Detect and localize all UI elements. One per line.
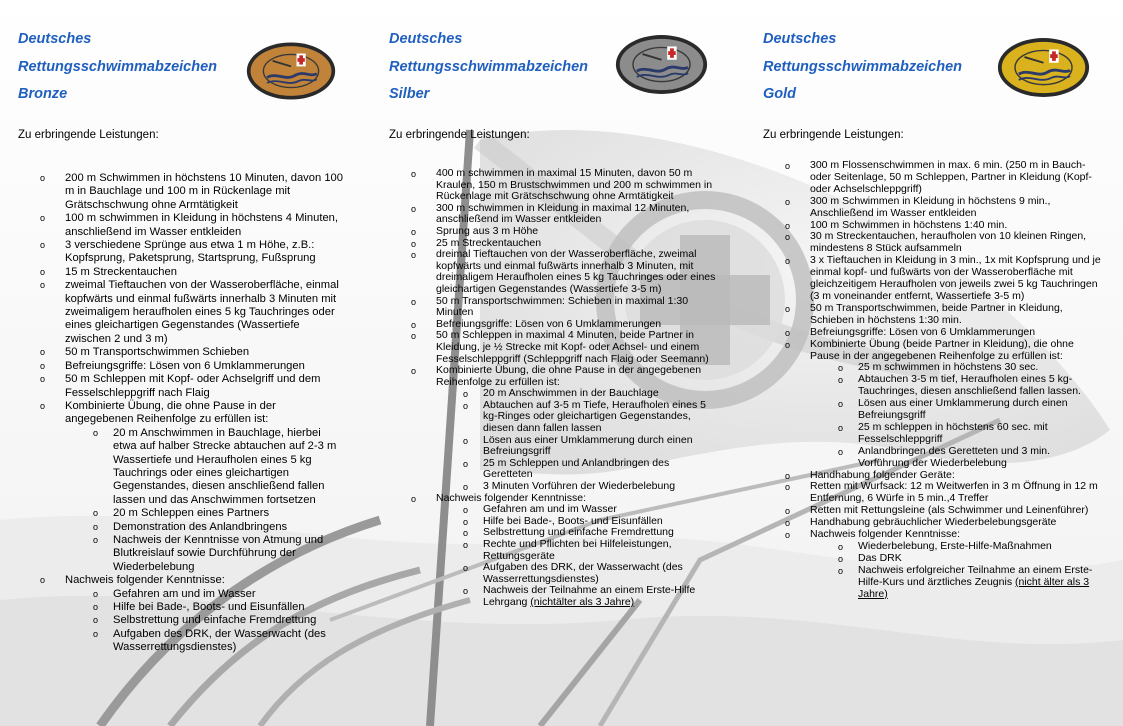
bullet-icon: o [93,521,99,532]
list-item [763,160,1102,196]
bullet-icon: o [463,389,469,400]
sub-list-item-text: 20 m Anschwimmen in der Bauchlage [483,387,659,400]
title-line-1: Deutsches [18,31,92,47]
list-item [18,373,347,400]
sub-list-item-text: Abtauchen auf 3-5 m Tiefe, Heraufholen eines 5 kg-Ringes oder gleichartigen Gegenstandes, diesen dann fallen lassen [483,398,706,435]
bullet-icon: o [40,266,46,277]
bullet-icon: o [838,446,844,457]
underlined-note: (nichtälter als 3 Jahre) [530,595,635,608]
list-item-text: Sprung aus 3 m Höhe [436,224,539,237]
list-item [389,168,721,203]
bullet-icon: o [463,586,469,597]
bullet-icon: o [411,226,417,237]
bullet-icon: o [838,422,844,433]
bullet-icon: o [785,339,791,350]
bullet-icon: o [463,516,469,527]
bullet-icon: o [463,435,469,446]
sub-list-item-text: Demonstration des Anlandbringens [113,520,288,533]
sub-list-item [436,539,721,562]
list-item-text: 50 m Transportschwimmen: Schieben in maximal 1:30 Minuten [436,294,689,319]
sub-list-item-text: Gefahren am und im Wasser [483,503,617,516]
bullet-icon: o [785,220,791,231]
bullet-icon: o [411,203,417,214]
sub-list-item-text: Lösen aus einer Umklammerung durch einen Befreiungsgriff [483,433,693,458]
sub-list [810,541,1102,601]
list-item-text: Retten mit Wurfsack: 12 m Weitwerfen in 3 m Öffnung in 12 m Entfernung, 6 Würfe in 5 min.,4 Treffer [810,480,1098,505]
bullet-icon: o [838,375,844,386]
sub-list [436,388,721,492]
bullet-icon: o [463,563,469,574]
bullet-icon: o [93,628,99,639]
list-item-text: 50 m Transportschwimmen Schieben [65,346,250,359]
sub-list-item-text: Wiederbelebung, Erste-Hilfe-Maßnahmen [858,540,1052,552]
intro-text: Zu erbringende Leistungen: [389,129,530,141]
column-title [763,26,962,109]
list-item-text: Kombinierte Übung (beide Partner in Kleidung), die ohne Pause in der angegebenen Reihenfolge zu erfüllen ist: [810,337,1074,362]
sub-list-item-text: 25 m schwimmen in höchstens 30 sec. [858,361,1039,374]
sub-list-item-text: 20 m Schleppen eines Partners [113,507,270,520]
list-item [763,231,1102,255]
list-item-text: 300 m Schwimmen in Kleidung in höchstens 9 min., Anschließend im Wasser entkleiden [810,194,1051,219]
bullet-icon: o [785,482,791,493]
bullet-icon: o [785,470,791,481]
list-item-text: Handhabung gebräuchlicher Wiederbelebungsgeräte [810,516,1057,529]
bullet-icon: o [93,588,99,599]
bullet-icon: o [93,508,99,519]
list-item-text: Handhabung folgender Geräte: [810,468,955,481]
bullet-icon: o [785,530,791,541]
list-item-text: 200 m Schwimmen in höchstens 10 Minuten, davon 100 m in Bauchlage und 100 m in Rückenlage mit Grätschschwung ohne Armtätigkeit [65,172,343,211]
list-item-text: Nachweis folgender Kenntnisse: [810,528,961,541]
bullet-icon: o [463,400,469,411]
emblem-icon [996,35,1091,100]
sub-list [810,362,1102,469]
sub-list-item [810,374,1102,398]
sub-list-item [65,521,347,534]
list-item-text: 15 m Streckentauchen [65,265,177,278]
bullet-icon: o [785,303,791,314]
bullet-icon: o [785,518,791,529]
bullet-icon: o [785,256,791,267]
bullet-icon: o [411,296,417,307]
intro-text: Zu erbringende Leistungen: [18,129,159,141]
sub-list-item-text: Gefahren am und im Wasser [113,587,256,600]
sub-list-item [810,541,1102,553]
bullet-icon: o [838,363,844,374]
list-item-text: Befreiungsgriffe: Lösen von 6 Umklammerungen [436,317,662,330]
list-item-text: 100 m Schwimmen in höchstens 1:40 min. [810,218,1008,231]
wasserwacht-badge-icon [614,33,709,96]
sub-list-item-text: Nachweis der Kenntnisse von Atmung und Blutkreislauf sowie Durchführung der Wiederbelebung [113,533,324,573]
sub-list-item [436,435,721,458]
bullet-icon: o [785,506,791,517]
list-item [763,481,1102,505]
list-item-text: 50 m Schleppen in maximal 4 Minuten, beide Partner in Kleidung, je ½ Strecke mit Kopf- oder Achsel- und einem Fesselschleppgriff (Schleppgriff nach Flaig oder Seemann) [436,329,709,365]
emblem-icon [614,33,709,96]
list-item-text: 3 verschiedene Sprünge aus etwa 1 m Höhe, z.B.: Kopfsprung, Paketsprung, Startsprung, Fußsprung [65,239,316,265]
sub-list-item-text: 20 m Anschwimmen in Bauchlage, hierbei etwa auf halber Strecke abtauchen auf 2-3 m Wassertiefe und Heraufholen eines 5 kg Tauchrings oder eines gleichartigen Gegenstandes, diesen anschließend fallen lassen und das Anschwimmen fortsetzen [113,426,337,506]
list-item-text: Retten mit Rettungsleine (als Schwimmer und Leinenführer) [810,504,1089,517]
sub-list-item-text: 25 m schleppen in höchstens 60 sec. mit Fesselschleppgriff [858,420,1048,445]
sub-list-item [65,427,347,507]
list-item-text: Nachweis folgender Kenntnisse: [65,574,225,587]
list-item [389,203,721,226]
bullet-icon: o [838,553,844,564]
underlined-note: (nicht älter als 3 Jahre) [858,575,1090,600]
sub-list-item [810,565,1102,601]
list-item-text: 300 m Flossenschwimmen in max. 6 min. (250 m in Bauch- oder Seitenlage, 50 m Schleppen, Partner in Kleidung (Kopf- oder Achselschleppgriff) [810,159,1092,195]
emblem-icon [245,40,337,102]
bullet-icon: o [93,602,99,612]
sub-list-item [65,507,347,520]
wasserwacht-badge-icon [996,35,1091,100]
requirements-list [18,172,347,655]
bullet-icon: o [411,331,417,342]
sub-list-item [436,562,721,585]
sub-list-item [65,614,347,627]
list-item-text: dreimal Tieftauchen von der Wasseroberfläche, zweimal kopfwärts und einmal fußwärts innerhalb 3 Minuten, mit dreimaligem Heraufholen eines 5 kg Tauchringes oder eines gleichartigen Gegenstandes (Wassertiefe 3-5 m) [436,248,716,295]
bullet-icon: o [785,161,791,171]
list-item-text: 25 m Streckentauchen [436,236,542,249]
bullet-icon: o [785,196,791,207]
title-line-1: Deutsches [389,31,463,47]
bullet-icon: o [838,565,844,576]
requirements-list [389,168,721,609]
sub-list-item-text: 3 Minuten Vorführen der Wiederbelebung [483,480,676,493]
list-item [18,266,347,279]
sub-list-item [810,422,1102,446]
sub-list-item-text: Das DRK [858,551,902,564]
list-item-text: Nachweis folgender Kenntnisse: [436,491,587,504]
sub-list-item-text: Hilfe bei Bade-, Boots- und Eisunfällen [113,601,305,613]
bullet-icon: o [40,575,46,586]
title-line-2: Rettungsschwimmabzeichen [763,58,963,75]
sub-list-item-text: Rechte und Pflichten bei Hilfeleistungen, Rettungsgeräte [483,538,672,562]
title-line-3: Bronze [18,86,68,102]
bullet-icon: o [40,280,46,291]
bullet-icon: o [463,458,469,469]
sub-list-item [810,398,1102,422]
title-line-3: Silber [389,86,430,102]
list-item [18,172,347,212]
sub-list-item-text: Anlandbringen des Geretteten und 3 min. Vorführung der Wiederbelebung [858,444,1051,469]
bullet-icon: o [411,319,417,330]
sub-list-item-text: Lösen aus einer Umklammerung durch einen Befreiungsgriff [858,397,1068,422]
sub-list-item [65,628,347,655]
wasserwacht-badge-icon [245,40,337,102]
sub-list [65,427,347,574]
bullet-icon: o [463,482,469,493]
sub-list-item [436,585,721,608]
title-line-3: Gold [763,86,797,102]
list-item [763,303,1102,327]
sub-list-item-text: 25 m Schleppen und Anlandbringen des Geretteten [483,456,670,481]
bullet-icon: o [40,173,46,183]
list-item-text: Befreiungsgriffe: Lösen von 6 Umklammerungen [65,359,305,372]
sub-list-item-text: Aufgaben des DRK, der Wasserwacht (des Wasserrettungsdienstes) [483,561,683,585]
intro-text: Zu erbringende Leistungen: [763,129,904,141]
sub-list-item [436,400,721,435]
list-item [389,493,721,609]
column-title [389,26,588,109]
list-item [763,196,1102,220]
sub-list-item [65,534,347,574]
bullet-icon: o [411,493,417,504]
bullet-icon: o [40,360,46,371]
list-item-text: Kombinierte Übung, die ohne Pause in der angegebenen Reihenfolge zu erfüllen ist: [436,364,702,388]
bullet-icon: o [411,169,417,179]
requirements-list [763,160,1102,601]
bullet-icon: o [838,542,844,552]
title-line-2: Rettungsschwimmabzeichen [389,58,589,75]
sub-list-item-text: Aufgaben des DRK, der Wasserwacht (des Wasserrettungsdienstes) [113,627,326,654]
sub-list [436,504,721,608]
list-item [18,360,347,373]
sub-list-item-text: Nachweis erfolgreicher Teilnahme an einem Erste-Hilfe-Kurs und ärztliches Zeugnis [858,563,1093,588]
list-item [763,339,1102,470]
bullet-icon: o [93,615,99,626]
list-item [389,365,721,493]
bullet-icon: o [463,540,469,550]
sub-list-item-text: Selbstrettung und einfache Fremdrettung [113,614,317,627]
sub-list-item [436,458,721,481]
title-line-2: Rettungsschwimmabzeichen [18,58,218,75]
list-item-text: 30 m Streckentauchen, heraufholen von 10 kleinen Ringen, mindestens 8 Stück aufsammeln [810,230,1087,255]
bullet-icon: o [40,213,46,224]
bullet-icon: o [463,505,469,516]
list-item [389,330,721,365]
list-item-text: 100 m schwimmen in Kleidung in höchstens 4 Minuten, anschließend im Wasser entkleiden [65,212,338,238]
list-item [763,255,1102,303]
sub-list-item-text: Abtauchen 3-5 m tief, Heraufholen eines 5 kg-Tauchringes, diesen anschließend fallen lassen. [858,373,1081,398]
bullet-icon: o [838,399,844,410]
bullet-icon: o [785,327,791,338]
list-item-text: 300 m schwimmen in Kleidung in maximal 12 Minuten, anschließend im Wasser entkleiden [436,201,690,226]
list-item [18,400,347,574]
list-item [18,346,347,359]
list-item [18,574,347,654]
bullet-icon: o [411,238,417,249]
bullet-icon: o [785,232,791,243]
bullet-icon: o [93,427,99,438]
sub-list [65,588,347,655]
list-item-text: 50 m Schleppen mit Kopf- oder Achselgriff und dem Fesselschleppgriff nach Flaig [65,373,321,399]
bullet-icon: o [411,250,417,261]
bullet-icon: o [40,374,46,385]
list-item-text: Kombinierte Übung, die ohne Pause in der angegebenen Reihenfolge zu erfüllen ist: [65,399,276,426]
bullet-icon: o [40,347,46,358]
list-item [18,239,347,266]
sub-list-item-text: Selbstrettung und einfache Fremdrettung [483,526,674,539]
list-item [18,212,347,239]
list-item-text: 400 m schwimmen in maximal 15 Minuten, davon 50 m Kraulen, 150 m Brustschwimmen und 200 m schwimmen in Rückenlage mit Grätschschwung ohne Armtätigkeit [436,167,713,203]
list-item-text: 3 x Tieftauchen in Kleidung in 3 min., 1x mit Kopfsprung und je einmal kopf- und fußwärts von der Wasseroberfläche mit gleichzeitigem Heraufholen von jeweils zwei 5 kg Tauchringen (3 m voneinander entfernt, Wassertiefe 3-5 m) [810,254,1101,302]
list-item [18,279,347,346]
bullet-icon: o [40,400,46,411]
sub-list-item-text: Hilfe bei Bade-, Boots- und Eisunfällen [483,514,663,527]
list-item-text: zweimal Tieftauchen von der Wasseroberfläche, einmal kopfwärts und einmal fußwärts innerhalb 3 Minuten mit zweimaligem heraufholen eines 5 kg Tauchringes oder eines gleichartigen Gegenstandes (Wassertiefe zwischen 2 und 3 m) [65,279,339,345]
list-item-text: Befreiungsgriffe: Lösen von 6 Umklammerungen [810,325,1036,338]
list-item [389,249,721,295]
bullet-icon: o [93,534,99,545]
list-item-text: 50 m Transportschwimmen, beide Partner in Kleidung, Schieben in höchstens 1:30 min. [810,301,1063,326]
list-item [389,296,721,319]
bullet-icon: o [40,240,46,251]
sub-list-item-text: Nachweis der Teilnahme an einem Erste-Hilfe Lehrgang [483,584,696,608]
title-line-1: Deutsches [763,31,837,47]
bullet-icon: o [463,528,469,539]
sub-list-item [65,601,347,614]
bullet-icon: o [411,366,417,377]
column-title [18,26,217,109]
sub-list-item [65,588,347,601]
list-item [763,529,1102,600]
sub-list-item [810,446,1102,470]
